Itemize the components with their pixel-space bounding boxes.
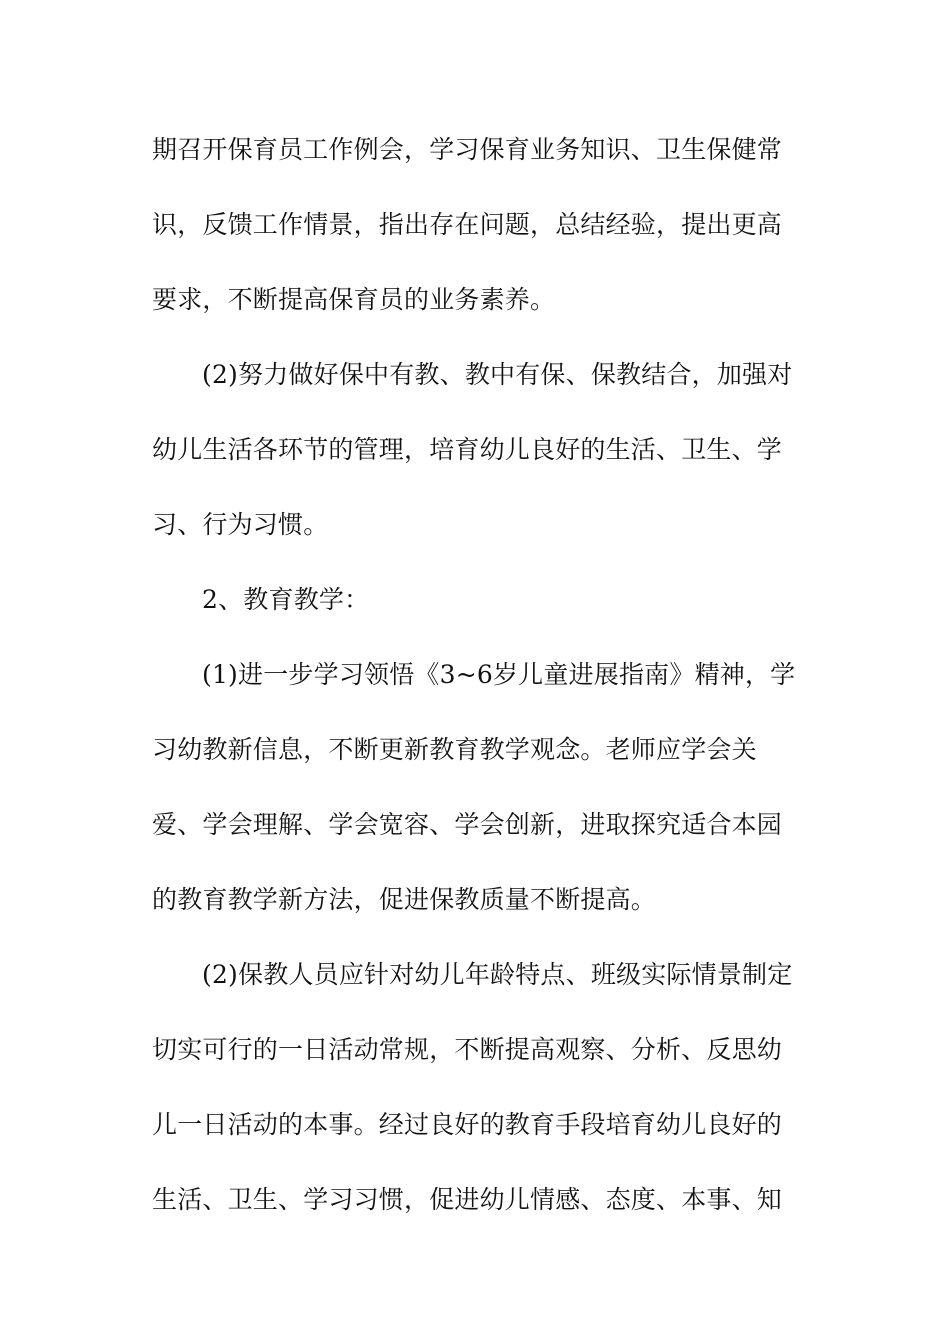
text-line: 儿一日活动的本事。经过良好的教育手段培育幼儿良好的 xyxy=(152,1110,783,1139)
text-line: 幼儿生活各环节的管理，培育幼儿良好的生活、卫生、学 xyxy=(152,435,783,464)
section-heading: 2、教育教学： xyxy=(202,585,370,614)
text-line: 的教育教学新方法，促进保教质量不断提高。 xyxy=(152,885,657,914)
paragraph-first-line: (2)努力做好保中有教、教中有保、保教结合，加强对 xyxy=(202,360,793,389)
text-line: 要求，不断提高保育员的业务素养。 xyxy=(152,285,556,314)
paragraph-first-line: (2)保教人员应针对幼儿年龄特点、班级实际情景制定 xyxy=(202,960,793,989)
paragraph-first-line: (1)进一步学习领悟《3~6岁儿童进展指南》精神，学 xyxy=(202,660,796,689)
text-line: 习、行为习惯。 xyxy=(152,510,329,539)
text-line: 生活、卫生、学习习惯，促进幼儿情感、态度、本事、知 xyxy=(152,1185,783,1214)
text-line: 切实可行的一日活动常规，不断提高观察、分析、反思幼 xyxy=(152,1035,783,1064)
text-line: 爱、学会理解、学会宽容、学会创新，进取探究适合本园 xyxy=(152,810,783,839)
text-line: 习幼教新信息，不断更新教育教学观念。老师应学会关 xyxy=(152,735,757,764)
text-line: 期召开保育员工作例会，学习保育业务知识、卫生保健常 xyxy=(152,135,783,164)
text-line: 识，反馈工作情景，指出存在问题，总结经验，提出更高 xyxy=(152,210,783,239)
